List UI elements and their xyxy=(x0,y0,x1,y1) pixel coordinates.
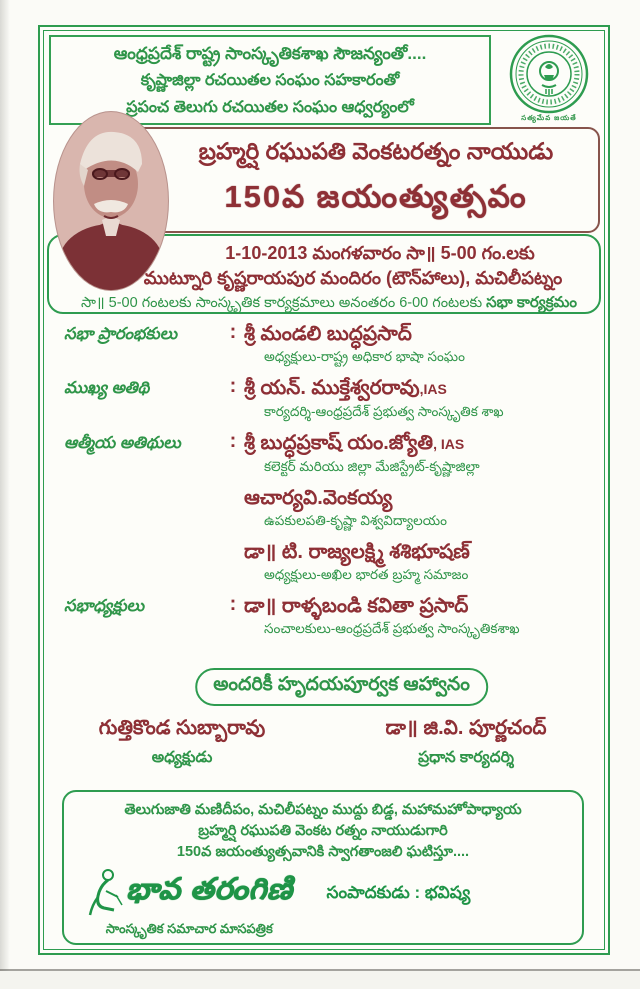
portrait-illustration xyxy=(54,112,168,290)
event-venue: ముట్నూరి కృష్ణరాయపుర మందిరం (టౌన్‌హాలు), మచిలీపట్నం xyxy=(143,268,563,288)
schedule-prefix: సా॥ 5-00 గంటలకు సాంస్కృతిక కార్యక్రమాలు అనంతరం 6-00 గంటలకు xyxy=(81,295,487,311)
program-label: ముఖ్య అతిథి xyxy=(64,379,150,397)
program-row-opener xyxy=(64,321,594,375)
signatories xyxy=(40,717,608,770)
dignitary-role: ఉపకులపతి-కృష్ణా విశ్వవిద్యాలయం xyxy=(264,513,447,528)
signatory-role: అధ్యక్షుడు xyxy=(151,749,213,766)
colon: : xyxy=(229,375,237,397)
govt-seal-caption: సత్యమేవ జయతే xyxy=(521,115,577,122)
dignitary-role: అధ్యక్షులు-అఖిల భారత బ్రహ్మ సమాజం xyxy=(264,567,469,582)
govt-seal-icon xyxy=(506,33,592,117)
dignitary-name: శ్రీ మండలి బుద్ధప్రసాద్ xyxy=(244,323,412,345)
special-guests-continued xyxy=(244,485,594,584)
scan-bottom-strip xyxy=(0,971,640,989)
dignitary xyxy=(244,430,594,476)
sponsor-line-1: ఆంధ్రప్రదేశ్ రాష్ట్ర సాంస్కృతికశాఖ సౌజన్యంతో.... xyxy=(113,43,427,63)
dignitary xyxy=(244,593,594,638)
dignitary-suffix: ,IAS xyxy=(419,381,447,397)
footer-line-3: 150వ జయంత్యుత్సవానికి స్వాగతాంజలి ఘటిస్తూ.... xyxy=(176,844,470,860)
honoree-name: బ్రహ్మర్షి రఘుపతి వెంకటరత్నం నాయుడు xyxy=(198,138,554,164)
magazine-tagline: సాంస్కృతిక సమాచార మాసపత్రిక xyxy=(105,921,273,936)
dignitary xyxy=(244,539,594,584)
program-label: సభాధ్యక్షులు xyxy=(64,597,145,615)
colon: : xyxy=(229,593,237,615)
dignitary-role: కలెక్టర్ మరియు జిల్లా మేజిస్ట్రేట్-కృష్ణాజిల్లా xyxy=(264,459,480,474)
magazine-footer-box xyxy=(62,790,584,945)
scan-edge-shade xyxy=(0,0,10,989)
dignitary-role: కార్యదర్శి-ఆంధ్రప్రదేశ్ ప్రభుత్వ సాంస్కృతిక శాఖ xyxy=(264,404,504,419)
program-label: ఆత్మీయ అతిథులు xyxy=(64,434,181,452)
signatory-role: ప్రధాన కార్యదర్శి xyxy=(418,749,514,766)
event-schedule xyxy=(59,291,599,315)
signatory-name: డా॥ జి.వి. పూర్ణచంద్ xyxy=(385,717,547,739)
program-row-chief-guest xyxy=(64,375,594,430)
program-row-president xyxy=(64,593,594,647)
invitation-card xyxy=(38,25,610,955)
colon: : xyxy=(229,430,237,452)
event-title: 150వ జయంత్యుత్సవం xyxy=(224,179,528,214)
dignitary-suffix: , IAS xyxy=(433,436,465,452)
dignitary xyxy=(244,321,594,366)
footer-line-1: తెలుగుజాతి మణిదీపం, మచిలీపట్నం ముద్దు బిడ్డ, మహామహోపాధ్యాయ xyxy=(124,802,522,818)
program-list xyxy=(64,321,594,647)
magazine-logo-text: భావ తరంగిణి xyxy=(126,872,293,906)
signatory-right xyxy=(324,717,608,770)
sponsor-line-2: కృష్ణాజిల్లా రచయితల సంఘం సహకారంతో xyxy=(140,71,400,89)
signatory-name: గుత్తికొండ సుబ్బారావు xyxy=(98,717,266,739)
scribe-figure-icon xyxy=(86,867,126,919)
schedule-bold: సభా కార్యక్రమం xyxy=(486,294,577,311)
event-datetime: 1-10-2013 మంగళవారం సా॥ 5-00 గం.లకు xyxy=(225,243,535,263)
dignitary-name: శ్రీ బుద్ధప్రకాష్ యం.జ్యోతి, IAS xyxy=(244,432,465,454)
dignitary-name: డా॥ టి. రాజ్యలక్ష్మి శశిభూషణ్ xyxy=(244,541,470,563)
portrait-photo xyxy=(54,112,168,290)
dignitary xyxy=(244,375,594,421)
signatory-left xyxy=(40,717,324,770)
dignitary-name: ఆచార్యవి.వెంకయ్య xyxy=(244,487,393,509)
dignitary-role: సంచాలకులు-ఆంధ్రప్రదేశ్ ప్రభుత్వ సాంస్కృతికశాఖ xyxy=(264,621,520,636)
magazine-logo xyxy=(86,867,293,940)
invitation-message: అందరికీ హృదయపూర్వక ఆహ్వానం xyxy=(195,668,488,706)
magazine-editor: సంపాదకుడు : భవిష్య xyxy=(326,882,471,902)
program-row-special-guests xyxy=(64,430,594,485)
program-label: సభా ప్రారంభకులు xyxy=(64,325,178,343)
sponsor-line-3: ప్రపంచ తెలుగు రచయితల సంఘం ఆధ్వర్యంలో xyxy=(126,98,414,116)
dignitary-name: శ్రీ యన్. ముక్తేశ్వరరావు,IAS xyxy=(244,377,447,399)
magazine-row xyxy=(64,867,582,940)
footer-line-2: బ్రహ్మర్షి రఘుపతి వెంకట రత్నం నాయుడుగారి xyxy=(198,823,448,839)
dignitary xyxy=(244,485,594,530)
dignitary-name: డా॥ రాళ్ళబండి కవితా ప్రసాద్ xyxy=(244,595,469,617)
dignitary-role: అధ్యక్షులు-రాష్ట్ర అధికార భాషా సంఘం xyxy=(264,349,465,364)
govt-seal xyxy=(498,33,600,129)
colon: : xyxy=(229,321,237,343)
title-box xyxy=(100,127,600,233)
